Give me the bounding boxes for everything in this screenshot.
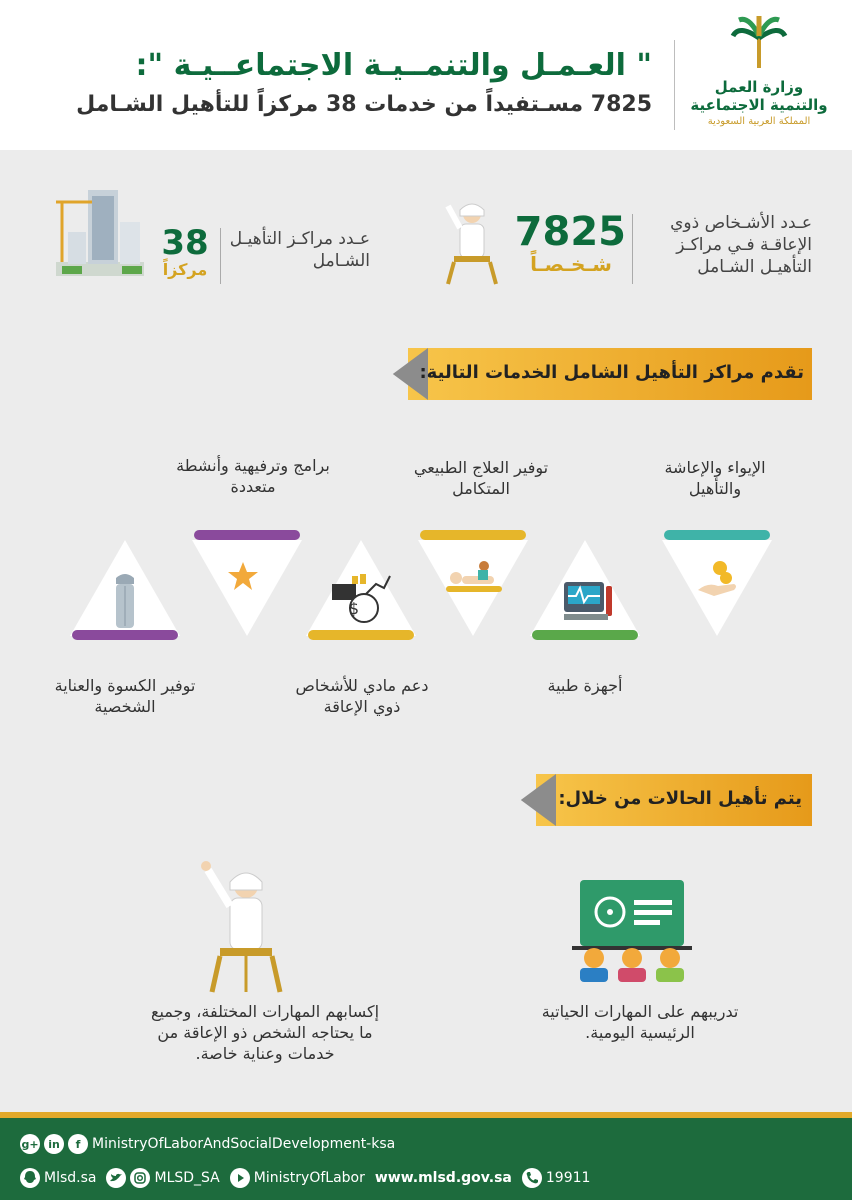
wheelchair-person-icon	[440, 198, 504, 288]
beneficiaries-label-block	[637, 212, 812, 278]
stat-divider	[632, 214, 633, 284]
centers-label: عـدد مراكـز التأهيـل الشـامل	[229, 229, 370, 272]
qualification-section-title: يتم تأهيل الحالات من خلال:	[558, 788, 802, 809]
beneficiaries-label: عـدد الأشـخاص ذوي الإعاقـة فـي مراكـز التأهيـل الشـامل	[670, 213, 812, 278]
service-shelter-label: الإيواء والإعاشة والتأهيل	[664, 458, 766, 498]
logo-line1: وزارة العمل	[714, 78, 804, 96]
twitter-instagram-handle[interactable]: MLSD_SA	[154, 1170, 220, 1186]
clothing-bar	[72, 630, 178, 640]
services-section-title: تقدم مراكز التأهيل الشامل الخدمات التالية:	[419, 362, 804, 383]
person-wheelchair-raised-hand-icon	[198, 856, 294, 996]
youtube-icon[interactable]	[230, 1168, 250, 1188]
service-medical-label: أجهزة طبية	[547, 676, 623, 695]
money-bag-icon	[330, 574, 392, 626]
stat-divider-2	[220, 228, 221, 284]
skills-text: إكسابهم المهارات المختلفة، وجميع ما يحتاجه الشخص ذو الإعاقة من خدمات وعناية خاصة.	[150, 1002, 380, 1063]
beneficiaries-unit: شـخـصـاً	[530, 252, 612, 276]
shelter-bar	[664, 530, 770, 540]
thobe-clothing-icon	[110, 570, 140, 630]
ministry-logo	[684, 14, 834, 134]
beneficiaries-value: 7825	[514, 209, 626, 255]
snapchat-icon[interactable]	[20, 1168, 40, 1188]
facebook-handle[interactable]: MinistryOfLaborAndSocialDevelopment-ksa	[92, 1136, 396, 1152]
logo-line3: المملكة العربية السعودية	[707, 116, 811, 127]
phone-icon	[522, 1168, 542, 1188]
phone-number: 19911	[545, 1170, 591, 1186]
qualification-ribbon-tip	[512, 774, 556, 826]
svg-text:$: $	[348, 599, 359, 618]
centers-value-block	[154, 223, 216, 279]
snapchat-handle[interactable]: Mlsd.sa	[44, 1170, 97, 1186]
page-subtitle: 7825 مسـتفيداً من خدمات 38 مركزاً للتأهيل الشـامل	[76, 92, 652, 117]
header-divider	[674, 40, 675, 130]
google-plus-icon[interactable]: g+	[20, 1134, 40, 1154]
instagram-icon[interactable]	[130, 1168, 150, 1188]
service-programs-label: برامج وترفيهية وأنشطة متعددة	[176, 456, 330, 496]
footer-row-2	[20, 1168, 600, 1188]
centers-label-block	[228, 228, 370, 272]
service-therapy-label: توفير العلاج الطبيعي المتكامل	[413, 458, 549, 498]
star-icon	[226, 560, 260, 592]
medical-device-icon	[556, 576, 616, 626]
training-board-icon	[572, 876, 692, 984]
hand-coins-icon	[694, 556, 740, 602]
footer	[0, 1112, 852, 1200]
medical-bar	[532, 630, 638, 640]
footer-row-1	[20, 1134, 405, 1154]
linkedin-icon[interactable]: in	[44, 1134, 64, 1154]
beneficiaries-value-block	[514, 209, 626, 276]
centers-unit: مركزاً	[162, 260, 208, 279]
service-financial-label: دعم مادي للأشخاص ذوي الإعاقة	[295, 676, 429, 716]
centers-value: 38	[161, 223, 209, 263]
youtube-handle[interactable]: MinistryOfLabor	[253, 1170, 365, 1186]
financial-bar	[308, 630, 414, 640]
therapy-bar	[420, 530, 526, 540]
logo-line2: والتنمية الاجتماعية	[690, 96, 828, 114]
building-crane-icon	[52, 182, 148, 280]
facebook-icon[interactable]: f	[68, 1134, 88, 1154]
twitter-icon[interactable]	[106, 1168, 126, 1188]
website-link[interactable]: www.mlsd.gov.sa	[374, 1170, 512, 1186]
page-title: " العـمـل والتنمــيـة الاجتماعــيـة ":	[135, 48, 652, 83]
training-text: تدريبهم على المهارات الحياتية الرئيسية اليومية.	[541, 1002, 739, 1042]
palm-logo-icon	[729, 14, 789, 70]
programs-bar	[194, 530, 300, 540]
header	[0, 0, 852, 150]
service-clothing-label: توفير الكسوة والعناية الشخصية	[54, 676, 196, 716]
physiotherapy-icon	[444, 558, 504, 598]
